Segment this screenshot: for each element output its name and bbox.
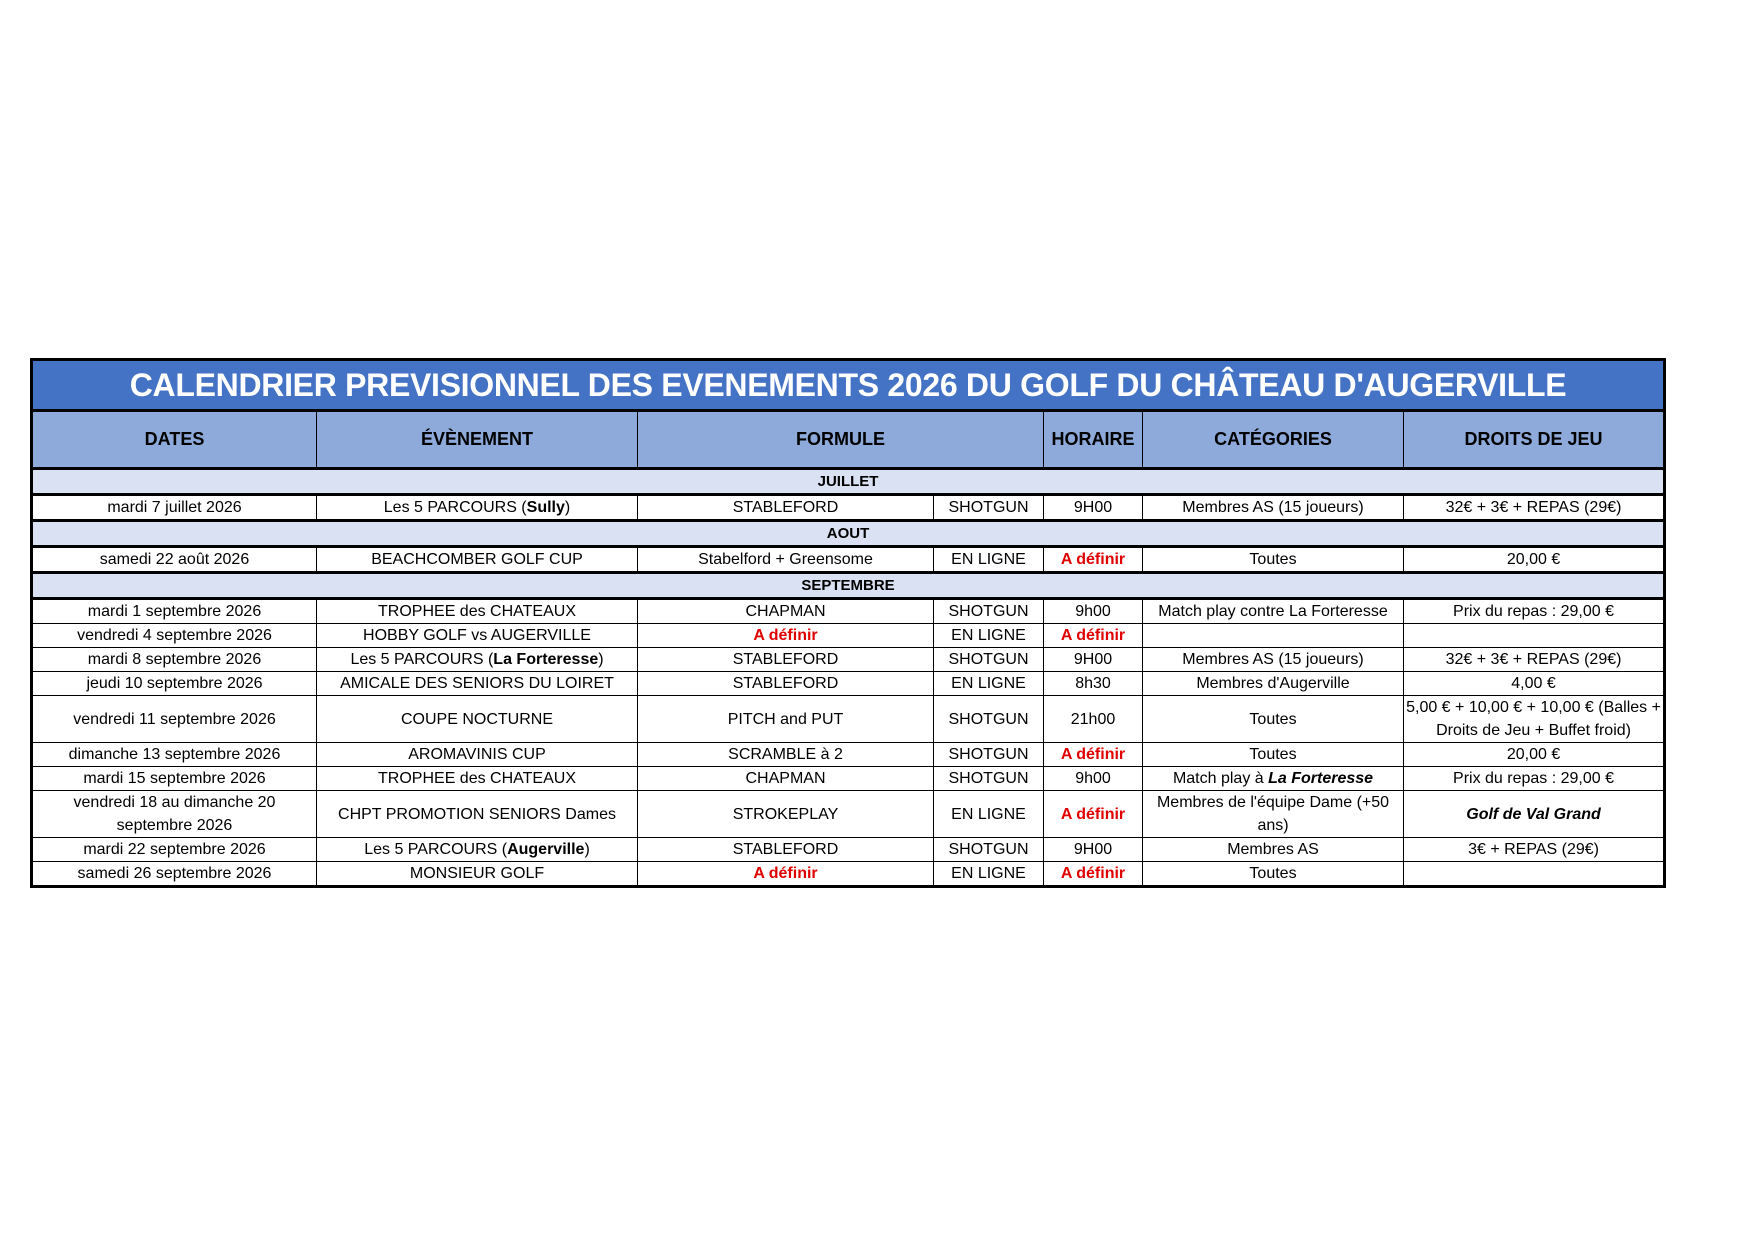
- event-row: [32, 791, 1665, 838]
- event-droits-de-jeu: Prix du repas : 29,00 €: [1404, 599, 1665, 624]
- event-formule: CHAPMAN: [638, 767, 934, 791]
- event-depart: SHOTGUN: [934, 838, 1044, 862]
- event-horaire: 9h00: [1044, 599, 1143, 624]
- event-calendar-sheet: [30, 358, 1663, 888]
- event-date: mardi 7 juillet 2026: [32, 495, 317, 521]
- event-name: AROMAVINIS CUP: [317, 743, 638, 767]
- event-formule: SCRAMBLE à 2: [638, 743, 934, 767]
- event-name: AMICALE DES SENIORS DU LOIRET: [317, 672, 638, 696]
- event-droits-de-jeu: 32€ + 3€ + REPAS (29€): [1404, 648, 1665, 672]
- event-depart: SHOTGUN: [934, 743, 1044, 767]
- event-name: [317, 495, 638, 521]
- event-horaire: A définir: [1044, 791, 1143, 838]
- event-date: dimanche 13 septembre 2026: [32, 743, 317, 767]
- event-date: mardi 8 septembre 2026: [32, 648, 317, 672]
- event-name-prefix: Les 5 PARCOURS (: [364, 841, 508, 858]
- event-name: CHPT PROMOTION SENIORS Dames: [317, 791, 638, 838]
- event-depart: SHOTGUN: [934, 696, 1044, 743]
- event-name-prefix: Les 5 PARCOURS (: [383, 499, 527, 516]
- event-name-prefix: Les 5 PARCOURS (: [350, 651, 494, 668]
- event-date: samedi 22 août 2026: [32, 547, 317, 573]
- event-horaire: A définir: [1044, 743, 1143, 767]
- event-categories: Membres d'Augerville: [1143, 672, 1404, 696]
- event-depart: SHOTGUN: [934, 648, 1044, 672]
- event-categories: Toutes: [1143, 862, 1404, 887]
- calendar-title: CALENDRIER PREVISIONNEL DES EVENEMENTS 2026 DU GOLF DU CHÂTEAU D'AUGERVILLE: [32, 360, 1665, 411]
- event-depart: EN LIGNE: [934, 862, 1044, 887]
- event-date: vendredi 4 septembre 2026: [32, 624, 317, 648]
- event-name: HOBBY GOLF vs AUGERVILLE: [317, 624, 638, 648]
- event-droits-de-jeu: 20,00 €: [1404, 743, 1665, 767]
- month-row: [32, 521, 1665, 547]
- event-name-venue: La Forteresse: [493, 651, 599, 668]
- event-categories: Membres AS: [1143, 838, 1404, 862]
- event-name-suffix: ): [584, 841, 590, 858]
- event-calendar-table: [30, 358, 1666, 888]
- event-name-suffix: ): [598, 651, 604, 668]
- event-row: [32, 495, 1665, 521]
- event-date: vendredi 11 septembre 2026: [32, 696, 317, 743]
- event-categories: [1143, 624, 1404, 648]
- event-depart: EN LIGNE: [934, 547, 1044, 573]
- event-droits-de-jeu: Prix du repas : 29,00 €: [1404, 767, 1665, 791]
- month-row: [32, 573, 1665, 599]
- header-dates: DATES: [32, 411, 317, 469]
- event-formule: STABLEFORD: [638, 672, 934, 696]
- event-date: jeudi 10 septembre 2026: [32, 672, 317, 696]
- event-categories: Membres de l'équipe Dame (+50 ans): [1143, 791, 1404, 838]
- event-categories: Toutes: [1143, 547, 1404, 573]
- event-horaire: 9H00: [1044, 838, 1143, 862]
- event-date: mardi 15 septembre 2026: [32, 767, 317, 791]
- event-date: vendredi 18 au dimanche 20 septembre 2026: [32, 791, 317, 838]
- event-name-venue: Sully: [526, 499, 565, 516]
- event-categories: Membres AS (15 joueurs): [1143, 495, 1404, 521]
- event-categories: Match play contre La Forteresse: [1143, 599, 1404, 624]
- event-categories: Membres AS (15 joueurs): [1143, 648, 1404, 672]
- event-formule: STABLEFORD: [638, 648, 934, 672]
- event-row: [32, 743, 1665, 767]
- event-depart: SHOTGUN: [934, 599, 1044, 624]
- event-name-venue: Augerville: [507, 841, 585, 858]
- event-horaire: 8h30: [1044, 672, 1143, 696]
- event-formule: PITCH and PUT: [638, 696, 934, 743]
- event-name: [317, 838, 638, 862]
- header-horaire: HORAIRE: [1044, 411, 1143, 469]
- event-depart: SHOTGUN: [934, 767, 1044, 791]
- event-droits-de-jeu: Golf de Val Grand: [1404, 791, 1665, 838]
- event-depart: EN LIGNE: [934, 624, 1044, 648]
- event-horaire: 9H00: [1044, 648, 1143, 672]
- event-formule: STABLEFORD: [638, 838, 934, 862]
- event-row: [32, 767, 1665, 791]
- month-label: AOUT: [32, 521, 1665, 547]
- event-categories: Toutes: [1143, 696, 1404, 743]
- event-droits-de-jeu: 20,00 €: [1404, 547, 1665, 573]
- event-droits-de-jeu: 32€ + 3€ + REPAS (29€): [1404, 495, 1665, 521]
- event-formule: A définir: [638, 624, 934, 648]
- event-horaire: 9H00: [1044, 495, 1143, 521]
- event-droits-de-jeu: [1404, 862, 1665, 887]
- event-date: mardi 1 septembre 2026: [32, 599, 317, 624]
- event-row: [32, 624, 1665, 648]
- title-row: [32, 360, 1665, 411]
- event-formule: A définir: [638, 862, 934, 887]
- month-label: JUILLET: [32, 469, 1665, 495]
- categories-venue: La Forteresse: [1268, 770, 1374, 787]
- event-horaire: A définir: [1044, 862, 1143, 887]
- event-name: TROPHEE des CHATEAUX: [317, 767, 638, 791]
- event-row: [32, 696, 1665, 743]
- month-label: SEPTEMBRE: [32, 573, 1665, 599]
- event-droits-de-jeu: 3€ + REPAS (29€): [1404, 838, 1665, 862]
- event-name: COUPE NOCTURNE: [317, 696, 638, 743]
- event-date: samedi 26 septembre 2026: [32, 862, 317, 887]
- event-row: [32, 862, 1665, 887]
- column-header-row: [32, 411, 1665, 469]
- event-row: [32, 547, 1665, 573]
- event-depart: EN LIGNE: [934, 791, 1044, 838]
- event-horaire: 21h00: [1044, 696, 1143, 743]
- event-formule: STABLEFORD: [638, 495, 934, 521]
- event-name: BEACHCOMBER GOLF CUP: [317, 547, 638, 573]
- event-formule: Stabelford + Greensome: [638, 547, 934, 573]
- header-categories: CATÉGORIES: [1143, 411, 1404, 469]
- event-formule: STROKEPLAY: [638, 791, 934, 838]
- event-formule: CHAPMAN: [638, 599, 934, 624]
- event-row: [32, 672, 1665, 696]
- event-horaire: 9h00: [1044, 767, 1143, 791]
- event-row: [32, 838, 1665, 862]
- event-name: MONSIEUR GOLF: [317, 862, 638, 887]
- header-formule: FORMULE: [638, 411, 1044, 469]
- event-row: [32, 648, 1665, 672]
- event-categories: Toutes: [1143, 743, 1404, 767]
- event-row: [32, 599, 1665, 624]
- event-droits-de-jeu: 5,00 € + 10,00 € + 10,00 € (Balles + Droits de Jeu + Buffet froid): [1404, 696, 1665, 743]
- categories-prefix: Match play à: [1172, 770, 1269, 787]
- event-categories: [1143, 767, 1404, 791]
- event-name-suffix: ): [564, 499, 571, 516]
- event-depart: EN LIGNE: [934, 672, 1044, 696]
- event-horaire: A définir: [1044, 547, 1143, 573]
- event-droits-de-jeu: [1404, 624, 1665, 648]
- event-date: mardi 22 septembre 2026: [32, 838, 317, 862]
- month-row: [32, 469, 1665, 495]
- header-droits-de-jeu: DROITS DE JEU: [1404, 411, 1665, 469]
- event-droits-de-jeu: 4,00 €: [1404, 672, 1665, 696]
- event-depart: SHOTGUN: [934, 495, 1044, 521]
- event-horaire: A définir: [1044, 624, 1143, 648]
- event-name: [317, 648, 638, 672]
- event-name: TROPHEE des CHATEAUX: [317, 599, 638, 624]
- header-evenement: ÉVÈNEMENT: [317, 411, 638, 469]
